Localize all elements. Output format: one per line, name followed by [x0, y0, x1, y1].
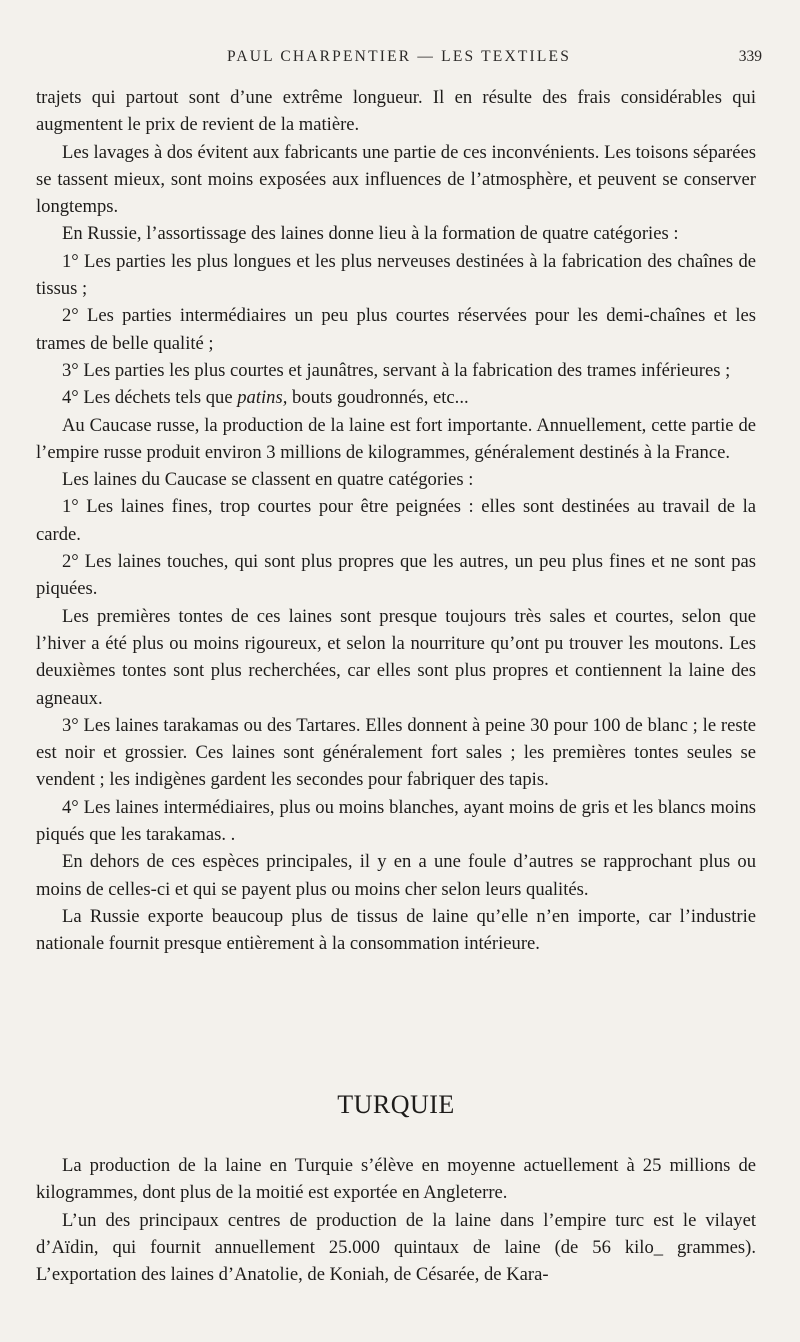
paragraph: Les lavages à dos évitent aux fabricants une partie de ces inconvénients. Les toisons séparées se tassent mieux, sont moins exposées aux influences de l’atmosphère, et peuvent se conserver longtemps. — [36, 141, 756, 218]
paragraph: Les laines du Caucase se classent en quatre catégories : — [62, 469, 474, 491]
list-paragraph: 4° Les laines intermédiaires, plus ou moins blanches, ayant moins de gris et les blancs moins piqués que les tarakamas. . — [36, 796, 756, 846]
running-head — [36, 48, 762, 70]
paragraph: L’un des principaux centres de production de la laine dans l’empire turc est le vilayet d’Aïdin, qui fournit annuellement 25.000 quintaux de laine (de 56 kilo_ grammes). L’exportation des laines d’Anatolie, de Koniah, de Césarée, de Kara- — [36, 1209, 756, 1286]
paragraph: Les premières tontes de ces laines sont presque toujours très sales et courtes, selon que l’hiver a été plus ou moins rigoureux, et selon la nourriture qu’ont pu trouver les moutons. Les deuxièmes tontes sont plus recherchées, car elles sont plus propres et contiennent la laine des agneaux. — [36, 605, 756, 709]
paragraph: La Russie exporte beaucoup plus de tissus de laine qu’elle n’en importe, car l’industrie nationale fournit presque entièrement à la consommation intérieure. — [36, 905, 756, 955]
list-paragraph: 1° Les parties les plus longues et les plus nerveuses destinées à la fabrication des chaînes de tissus ; — [36, 250, 756, 300]
paragraph: En Russie, l’assortissage des laines donne lieu à la formation de quatre catégories : — [62, 223, 679, 245]
page-number: 339 — [738, 48, 762, 65]
paragraph: En dehors de ces espèces principales, il y en a une foule d’autres se rapprochant plus ou moins de celles-ci et qui se payent plus ou moins cher selon leurs qualités. — [36, 851, 756, 900]
section-body — [36, 1152, 756, 1288]
list-paragraph — [36, 384, 756, 411]
paragraph: Au Caucase russe, la production de la laine est fort importante. Annuellement, cette partie de l’empire russe produit environ 3 millions de kilogrammes, généralement destinés à la France. — [36, 414, 756, 463]
paragraph: trajets qui partout sont d’une extrême longueur. Il en résulte des frais considérables qui augmentent le prix de revient de la matière. — [36, 87, 756, 136]
italic-term: patins, — [237, 387, 288, 409]
paragraph-text: bouts goudronnés, etc... — [287, 387, 469, 409]
list-paragraph: 1° Les laines fines, trop courtes pour être peignées : elles sont destinées au travail de la carde. — [36, 496, 756, 545]
running-head-title: PAUL CHARPENTIER — LES TEXTILES — [226, 48, 572, 65]
list-paragraph: 3° Les laines tarakamas ou des Tartares. Elles donnent à peine 30 pour 100 de blanc ; le reste est noir et grossier. Ces laines sont généralement fort sales ; les premières tontes seules se vendent ; les indigènes gardent les secondes pour fabriquer des tapis. — [36, 714, 756, 791]
list-paragraph: 2° Les parties intermédiaires un peu plus courtes réservées pour les demi-chaînes et les trames de belle qualité ; — [36, 305, 756, 354]
list-paragraph: 2° Les laines touches, qui sont plus propres que les autres, un peu plus fines et ne sont pas piquées. — [36, 551, 756, 600]
paragraph-text: 4° Les déchets tels que — [62, 387, 238, 409]
section-heading: TURQUIE — [337, 1090, 455, 1119]
paragraph: La production de la laine en Turquie s’élève en moyenne actuellement à 25 millions de kilogrammes, dont plus de la moitié est exportée en Angleterre. — [36, 1155, 756, 1204]
body-text — [36, 84, 756, 958]
list-paragraph: 3° Les parties les plus courtes et jaunâtres, servant à la fabrication des trames inférieures ; — [62, 359, 731, 381]
